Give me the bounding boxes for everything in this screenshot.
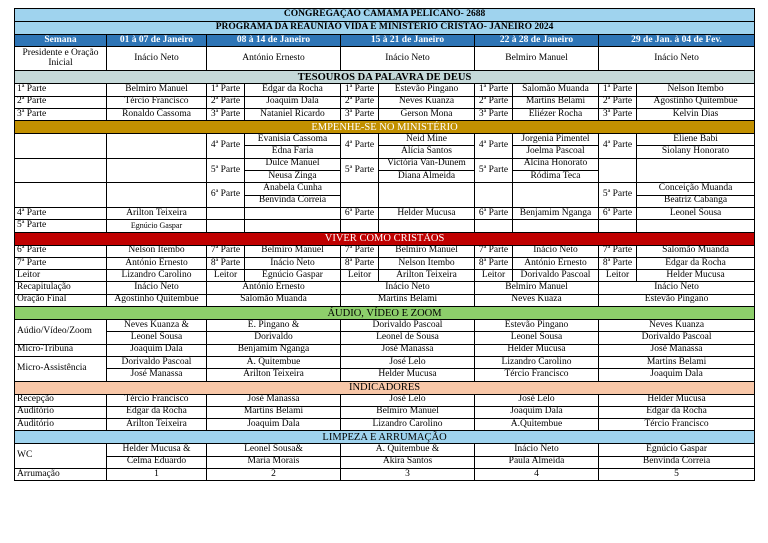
cell: Joelma Pascoal xyxy=(513,146,599,158)
cell: Benvinda Correia xyxy=(245,195,341,207)
cell: Edgar da Rocha xyxy=(637,257,755,269)
cell: Neid Mine xyxy=(379,134,475,146)
cell: Inácio Neto xyxy=(475,444,599,456)
row-label: 6ª Parte xyxy=(15,245,107,257)
cell: Alcina Honorato xyxy=(513,158,599,170)
cell: Estevão Pingano xyxy=(599,294,755,306)
cell: Edgar da Rocha xyxy=(107,406,207,418)
part-label: 7ª Parte xyxy=(599,245,637,257)
empty-cell xyxy=(637,158,755,183)
cell: Lizandro Carolino xyxy=(341,419,475,431)
part-label: 4ª Parte xyxy=(341,134,379,159)
cell: Joaquim Dala xyxy=(245,96,341,108)
cell: Helder Mucusa xyxy=(637,270,755,282)
cell: Inácio Neto xyxy=(245,257,341,269)
cell: Akira Santos xyxy=(341,456,475,468)
section-limpeza: LIMPEZA E ARRUMAÇÃO xyxy=(15,431,755,444)
part-label: Leitor xyxy=(475,270,513,282)
table-row xyxy=(15,84,755,96)
cell: Belmiro Manuel xyxy=(341,406,475,418)
cell: Inácio Neto xyxy=(599,282,755,294)
cell: Joaquim Dala xyxy=(207,419,341,431)
row-label: Recepção xyxy=(15,394,107,406)
cell: Leonel Sousa xyxy=(107,332,207,344)
cell: José Lelo xyxy=(475,394,599,406)
table-row xyxy=(15,270,755,282)
cell: Egnúcio Gaspar xyxy=(599,444,755,456)
cell: Dorivaldo xyxy=(207,332,341,344)
cell: Nelson Itembo xyxy=(107,245,207,257)
cell: Siolany Honorato xyxy=(637,146,755,158)
cell: Belmiro Manuel xyxy=(245,245,341,257)
cell: Neves Kuanza xyxy=(599,320,755,332)
presidente-w1: Inácio Neto xyxy=(107,47,207,71)
part-label: 7ª Parte xyxy=(207,245,245,257)
row-label: 7ª Parte xyxy=(15,257,107,269)
part-label: 1ª Parte xyxy=(599,84,637,96)
cell: Anabela Cunha xyxy=(245,183,341,195)
table-row xyxy=(15,245,755,257)
cell: Joaquim Dala xyxy=(599,369,755,381)
week-1-header: 01 à 07 de Janeiro xyxy=(107,35,207,47)
cell: Victória Van-Dunem xyxy=(379,158,475,170)
cell: Salomão Muanda xyxy=(637,245,755,257)
part-label: Leitor xyxy=(341,270,379,282)
part-label: 4ª Parte xyxy=(475,134,513,159)
week-label: Semana xyxy=(15,35,107,47)
cell: Helder Mucusa xyxy=(475,344,599,356)
cell: Edgar da Rocha xyxy=(245,84,341,96)
cell: Nelson Itembo xyxy=(379,257,475,269)
cell: Tércio Francisco xyxy=(475,369,599,381)
empty-cell xyxy=(15,158,107,183)
cell: Tércio Francisco xyxy=(599,419,755,431)
table-row xyxy=(15,282,755,294)
empty-cell xyxy=(475,220,513,232)
row-label: Micro-Assistência xyxy=(15,356,107,381)
cell: Beatriz Cabanga xyxy=(637,195,755,207)
cell: Lizandro Carolino xyxy=(475,356,599,368)
empty-cell xyxy=(107,158,207,183)
row-label: Auditório xyxy=(15,406,107,418)
part-label: 3ª Parte xyxy=(599,108,637,120)
row-label: 5ª Parte xyxy=(15,220,107,232)
part-label: 5ª Parte xyxy=(475,158,513,183)
empty-cell xyxy=(341,183,379,208)
cell: Paula Almeida xyxy=(475,456,599,468)
table-row xyxy=(15,220,755,232)
cell: A. Quitembue xyxy=(207,356,341,368)
empty-cell xyxy=(15,183,107,208)
cell: Maria Morais xyxy=(207,456,341,468)
cell: Inácio Neto xyxy=(513,245,599,257)
table-row xyxy=(15,406,755,418)
cell: José Lelo xyxy=(341,356,475,368)
cell: Belmiro Manuel xyxy=(475,282,599,294)
cell: 5 xyxy=(599,469,755,481)
cell: José Manassa xyxy=(107,369,207,381)
cell: Dorivaldo Pascoal xyxy=(513,270,599,282)
row-label: 4ª Parte xyxy=(15,207,107,219)
cell: Benjamim Nganga xyxy=(207,344,341,356)
cell: 3 xyxy=(341,469,475,481)
cell: Martins Belami xyxy=(207,406,341,418)
part-label: 3ª Parte xyxy=(341,108,379,120)
empty-cell xyxy=(107,134,207,159)
cell: António Ernesto xyxy=(107,257,207,269)
cell: 1 xyxy=(107,469,207,481)
cell: Alícia Santos xyxy=(379,146,475,158)
row-label: 1ª Parte xyxy=(15,84,107,96)
table-row xyxy=(15,294,755,306)
row-label: WC xyxy=(15,444,107,469)
cell: Helder Mucusa xyxy=(341,369,475,381)
cell: Celma Eduardo xyxy=(107,456,207,468)
cell: Martins Belami xyxy=(341,294,475,306)
part-label: 8ª Parte xyxy=(341,257,379,269)
part-label: 2ª Parte xyxy=(341,96,379,108)
empty-cell xyxy=(599,220,637,232)
cell: Ronaldo Cassoma xyxy=(107,108,207,120)
empty-cell xyxy=(341,220,379,232)
part-label: 7ª Parte xyxy=(475,245,513,257)
cell: Martins Belami xyxy=(599,356,755,368)
cell: Neusa Zinga xyxy=(245,171,341,183)
part-label: 6ª Parte xyxy=(341,207,379,219)
section-tesouros: TESOUROS DA PALAVRA DE DEUS xyxy=(15,71,755,84)
cell: José Manassa xyxy=(207,394,341,406)
cell: Helder Mucusa xyxy=(599,394,755,406)
cell: Evanisia Cassoma xyxy=(245,134,341,146)
cell: Joaquim Dala xyxy=(107,344,207,356)
cell: Estevão Pingano xyxy=(379,84,475,96)
cell: Nataniel Ricardo xyxy=(245,108,341,120)
part-label: 4ª Parte xyxy=(599,134,637,159)
cell: Eliene Babi xyxy=(637,134,755,146)
cell: Neves Kuaza xyxy=(475,294,599,306)
cell: Agostinho Quitembue xyxy=(637,96,755,108)
cell: Conceição Muanda xyxy=(637,183,755,195)
cell: Neves Kuanza & xyxy=(107,320,207,332)
cell: Arilton Teixeira xyxy=(207,369,341,381)
cell: Salomão Muanda xyxy=(207,294,341,306)
row-label: 2ª Parte xyxy=(15,96,107,108)
cell: Benvinda Correia xyxy=(599,456,755,468)
table-row xyxy=(15,108,755,120)
part-label: 6ª Parte xyxy=(475,207,513,219)
cell: José Lelo xyxy=(341,394,475,406)
schedule-table xyxy=(14,8,755,481)
table-row xyxy=(15,257,755,269)
cell: Gerson Mona xyxy=(379,108,475,120)
empty-cell xyxy=(15,134,107,159)
cell: Tércio Francisco xyxy=(107,96,207,108)
week-5-header: 29 de Jan. à 04 de Fev. xyxy=(599,35,755,47)
cell: Martins Belami xyxy=(513,96,599,108)
cell: Arilton Teixeira xyxy=(107,207,207,219)
part-label: 8ª Parte xyxy=(207,257,245,269)
part-label: 6ª Parte xyxy=(207,183,245,208)
cell: Benjamim Nganga xyxy=(513,207,599,219)
empty-cell xyxy=(379,183,475,208)
cell: António Ernesto xyxy=(207,282,341,294)
cell: Inácio Neto xyxy=(107,282,207,294)
cell: Jorgenia Pimentel xyxy=(513,134,599,146)
cell: Edgar da Rocha xyxy=(599,406,755,418)
cell: Dulce Manuel xyxy=(245,158,341,170)
row-label: Aúdio/Vídeo/Zoom xyxy=(15,320,107,345)
cell: Joaquim Dala xyxy=(475,406,599,418)
row-label: Micro-Tribuna xyxy=(15,344,107,356)
section-viver: VIVER COMO CRISTÃOS xyxy=(15,232,755,245)
part-label: 1ª Parte xyxy=(475,84,513,96)
cell: E. Pingano & xyxy=(207,320,341,332)
part-label: 8ª Parte xyxy=(599,257,637,269)
table-row xyxy=(15,344,755,356)
presidente-w5: Inácio Neto xyxy=(599,47,755,71)
part-label: 3ª Parte xyxy=(475,108,513,120)
row-label: Oração Final xyxy=(15,294,107,306)
cell: Edna Faria xyxy=(245,146,341,158)
table-row xyxy=(15,207,755,219)
cell: 4 xyxy=(475,469,599,481)
part-label: 8ª Parte xyxy=(475,257,513,269)
table-row xyxy=(15,96,755,108)
cell: Dorivaldo Pascoal xyxy=(599,332,755,344)
cell: Leonel de Sousa xyxy=(341,332,475,344)
cell: Egnúcio Gaspar xyxy=(245,270,341,282)
table-row xyxy=(15,394,755,406)
part-label: 1ª Parte xyxy=(341,84,379,96)
cell: Eliézer Rocha xyxy=(513,108,599,120)
cell: Leonel Sousa& xyxy=(207,444,341,456)
cell: Dorivaldo Pascoal xyxy=(341,320,475,332)
cell: Belmiro Manuel xyxy=(379,245,475,257)
cell: Egnúcio Gaspar xyxy=(107,220,207,232)
part-label: 2ª Parte xyxy=(599,96,637,108)
program-subtitle: PROGRAMA DA REAUNIÃO VIDA E MINISTÉRIO CRISTÃO- JANEIRO 2024 xyxy=(15,22,755,35)
part-label: 2ª Parte xyxy=(475,96,513,108)
empty-cell xyxy=(637,220,755,232)
row-label: Auditório xyxy=(15,419,107,431)
week-2-header: 08 à 14 de Janeiro xyxy=(207,35,341,47)
part-label: 1ª Parte xyxy=(207,84,245,96)
empty-cell xyxy=(207,220,245,232)
table-row xyxy=(15,419,755,431)
part-label: 4ª Parte xyxy=(207,134,245,159)
cell: Arilton Teixeira xyxy=(107,419,207,431)
cell: Leonel Sousa xyxy=(637,207,755,219)
row-label: 3ª Parte xyxy=(15,108,107,120)
empty-cell xyxy=(245,220,341,232)
cell: 2 xyxy=(207,469,341,481)
empty-cell xyxy=(379,220,475,232)
cell: Arilton Teixeira xyxy=(379,270,475,282)
part-label: 6ª Parte xyxy=(599,207,637,219)
part-label: 5ª Parte xyxy=(207,158,245,183)
row-label: Leitor xyxy=(15,270,107,282)
cell: Tércio Francisco xyxy=(107,394,207,406)
section-indicadores: INDICADORES xyxy=(15,381,755,394)
cell: Leonel Sousa xyxy=(475,332,599,344)
empty-cell xyxy=(245,207,341,219)
empty-cell xyxy=(107,183,207,208)
cell: Helder Mucusa xyxy=(379,207,475,219)
cell: A.Quitembue xyxy=(475,419,599,431)
empty-cell xyxy=(513,183,599,208)
section-audio: ÁUDIO, VÍDEO E ZOOM xyxy=(15,307,755,320)
cell: Salomão Muanda xyxy=(513,84,599,96)
cell: Estevão Pingano xyxy=(475,320,599,332)
cell: José Manassa xyxy=(599,344,755,356)
part-label: 7ª Parte xyxy=(341,245,379,257)
cell: A. Quitembue & xyxy=(341,444,475,456)
cell: Belmiro Manuel xyxy=(107,84,207,96)
cell: Kelvin Dias xyxy=(637,108,755,120)
row-label: Recapitulação xyxy=(15,282,107,294)
table-row xyxy=(15,469,755,481)
cell: António Ernesto xyxy=(513,257,599,269)
presidente-label: Presidente e Oração Inicial xyxy=(15,47,107,71)
cell: Agostinho Quitembue xyxy=(107,294,207,306)
empty-cell xyxy=(475,183,513,208)
empty-cell xyxy=(207,207,245,219)
cell: Diana Almeida xyxy=(379,171,475,183)
presidente-w3: Inácio Neto xyxy=(341,47,475,71)
week-4-header: 22 à 28 de Janeiro xyxy=(475,35,599,47)
cell: Nelson Itembo xyxy=(637,84,755,96)
cell: Lizandro Carolino xyxy=(107,270,207,282)
cell: José Manassa xyxy=(341,344,475,356)
empty-cell xyxy=(599,158,637,183)
cell: Inácio Neto xyxy=(341,282,475,294)
cell: Helder Mucusa & xyxy=(107,444,207,456)
row-label: Arrumação xyxy=(15,469,107,481)
cell: Dorivaldo Pascoal xyxy=(107,356,207,368)
cell: Neves Kuanza xyxy=(379,96,475,108)
part-label: 5ª Parte xyxy=(599,183,637,208)
presidente-w4: Belmiro Manuel xyxy=(475,47,599,71)
part-label: 3ª Parte xyxy=(207,108,245,120)
part-label: Leitor xyxy=(599,270,637,282)
part-label: Leitor xyxy=(207,270,245,282)
part-label: 5ª Parte xyxy=(341,158,379,183)
congregation-title: CONGREGAÇÃO CAMAMA PELICANO- 2688 xyxy=(15,9,755,22)
presidente-w2: António Ernesto xyxy=(207,47,341,71)
empty-cell xyxy=(513,220,599,232)
week-3-header: 15 à 21 de Janeiro xyxy=(341,35,475,47)
section-empenhe: EMPENHE-SE NO MINISTÉRIO xyxy=(15,121,755,134)
cell: Ródima Teca xyxy=(513,171,599,183)
part-label: 2ª Parte xyxy=(207,96,245,108)
